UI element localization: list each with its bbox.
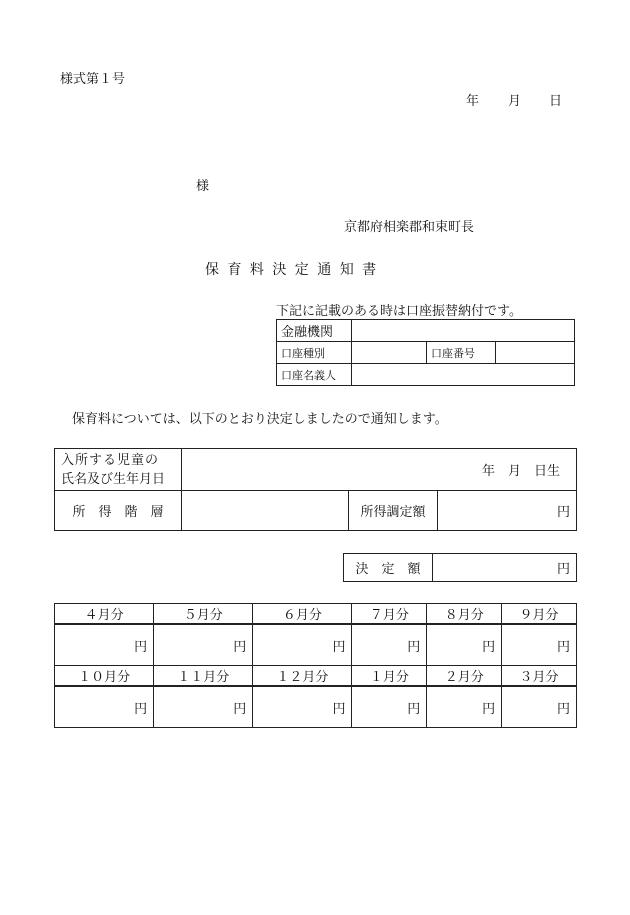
child-label-line2: 氏名及び生年月日: [61, 471, 166, 487]
month-amount-field[interactable]: [154, 686, 253, 728]
month-amount-field[interactable]: [253, 624, 352, 666]
yen-unit: 円: [407, 701, 421, 717]
month-amount-field[interactable]: [253, 686, 352, 728]
month-header: １１月分: [154, 666, 253, 687]
income-adjusted-label: 所得調定額: [349, 491, 438, 531]
yen-unit: 円: [233, 639, 247, 655]
decision-label: 決 定 額: [344, 554, 433, 582]
month-amount-field[interactable]: [502, 624, 577, 666]
decision-table: [343, 553, 577, 582]
decision-amount-field[interactable]: [433, 554, 577, 582]
issuer-name: 京都府相楽郡和束町長: [344, 220, 475, 235]
child-name-birth-field[interactable]: [182, 449, 577, 491]
document-title: 保 育 料 決 定 通 知 書: [205, 262, 379, 278]
income-adjusted-field[interactable]: [438, 491, 577, 531]
yen-unit: 円: [233, 701, 247, 717]
yen-unit: 円: [134, 701, 148, 717]
bank-note: 下記に記載のある時は口座振替納付です。: [276, 304, 522, 319]
yen-unit: 円: [482, 639, 496, 655]
month-header: ３月分: [502, 666, 577, 687]
month-header: ７月分: [352, 604, 427, 625]
account-type-label: 口座種別: [277, 342, 352, 364]
month-header: ８月分: [427, 604, 502, 625]
month-amount-field[interactable]: [427, 624, 502, 666]
date-month-label: 月: [508, 94, 522, 109]
yen-unit: 円: [556, 505, 570, 520]
form-number: 様式第１号: [60, 72, 126, 87]
income-tier-field[interactable]: [182, 491, 349, 531]
account-type-field[interactable]: [352, 342, 427, 364]
yen-unit: 円: [556, 701, 570, 717]
addressee-suffix: 様: [196, 179, 210, 194]
bank-account-table: [276, 319, 575, 386]
body-text: 保育料については、以下のとおり決定しましたので通知します。: [72, 412, 448, 427]
month-amount-field[interactable]: [55, 624, 154, 666]
account-holder-field[interactable]: [352, 364, 575, 386]
yen-unit: 円: [134, 639, 148, 655]
month-header: ５月分: [154, 604, 253, 625]
month-header: ９月分: [502, 604, 577, 625]
date-day-label: 日: [549, 94, 563, 109]
month-header: ６月分: [253, 604, 352, 625]
account-holder-label: 口座名義人: [277, 364, 352, 386]
month-header: １０月分: [55, 666, 154, 687]
month-amount-field[interactable]: [352, 624, 427, 666]
yen-unit: 円: [556, 562, 570, 577]
month-amount-field[interactable]: [502, 686, 577, 728]
month-amount-field[interactable]: [352, 686, 427, 728]
yen-unit: 円: [332, 639, 346, 655]
month-header: ４月分: [55, 604, 154, 625]
month-header: ２月分: [427, 666, 502, 687]
yen-unit: 円: [407, 639, 421, 655]
yen-unit: 円: [332, 701, 346, 717]
bank-institution-field[interactable]: [352, 320, 575, 342]
month-amount-field[interactable]: [55, 686, 154, 728]
account-number-field[interactable]: [496, 342, 575, 364]
child-label-line1: 入所する児童の: [61, 452, 160, 468]
yen-unit: 円: [482, 701, 496, 717]
child-info-table: [54, 448, 577, 531]
bank-institution-label: 金融機関: [277, 320, 352, 342]
month-amount-field[interactable]: [427, 686, 502, 728]
month-amount-field[interactable]: [154, 624, 253, 666]
birth-date-suffix: 年 月 日生: [481, 464, 560, 479]
income-tier-label: 所 得 階 層: [55, 491, 182, 531]
account-number-label: 口座番号: [427, 342, 496, 364]
monthly-fee-table: [54, 603, 577, 728]
month-header: １月分: [352, 666, 427, 687]
date-year-label: 年: [466, 94, 480, 109]
child-label: [55, 449, 182, 491]
month-header: １２月分: [253, 666, 352, 687]
yen-unit: 円: [556, 639, 570, 655]
